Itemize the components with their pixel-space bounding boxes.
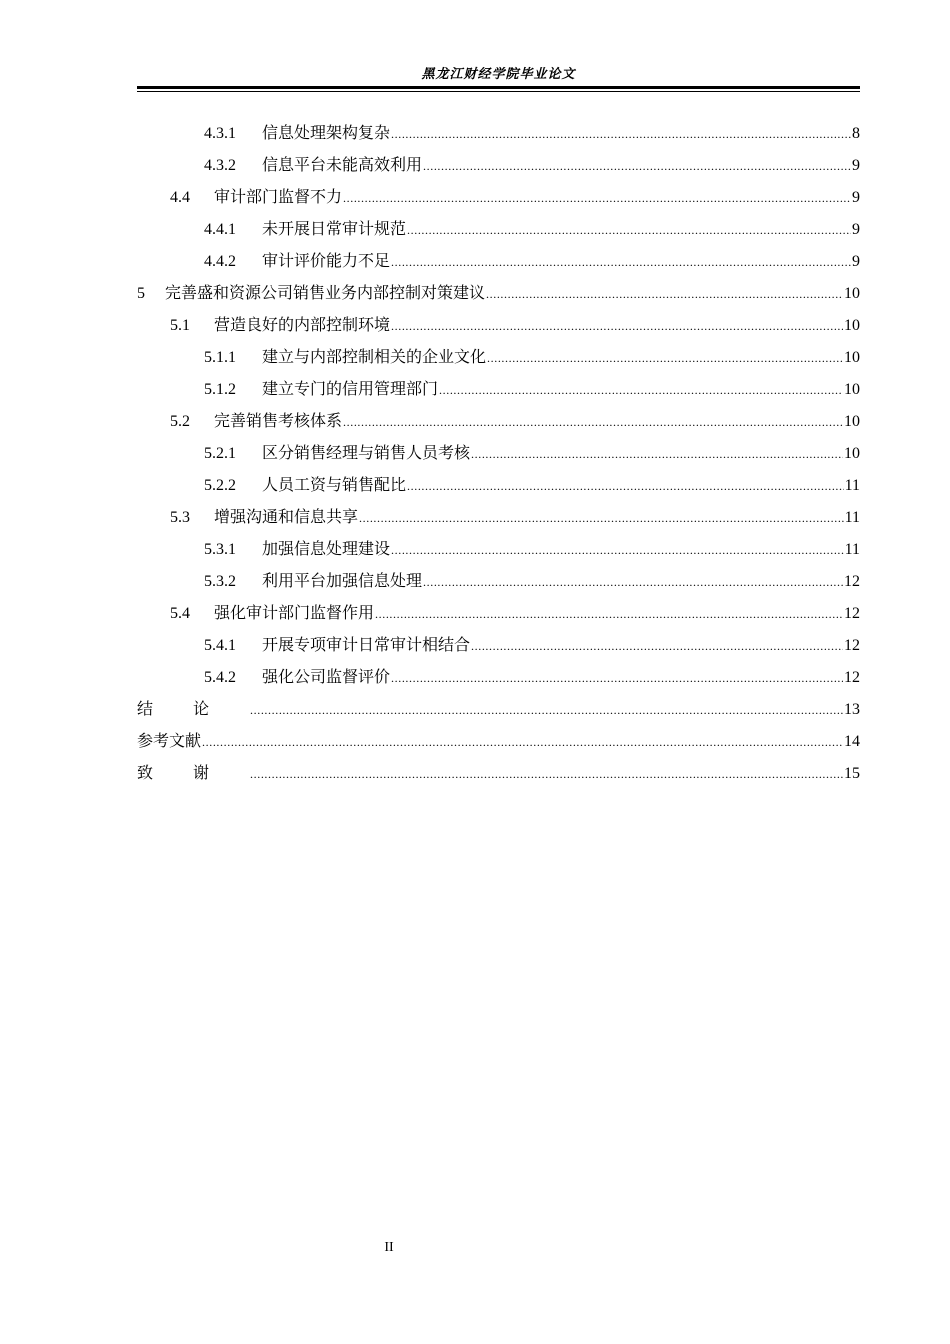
- toc-entry[interactable]: [137, 437, 860, 469]
- toc-entry-page: 10: [844, 445, 860, 462]
- toc-entry-title: 审计评价能力不足: [262, 251, 391, 270]
- toc-entry[interactable]: [137, 725, 860, 757]
- toc-entry-title: 强化公司监督评价: [262, 667, 391, 686]
- toc-entry-title: 致谢: [137, 763, 250, 782]
- toc-entry-page: 14: [844, 733, 860, 750]
- toc-entry-page: 11: [844, 477, 860, 494]
- toc-entry[interactable]: [137, 245, 860, 277]
- toc-leader-dots: [343, 182, 851, 214]
- toc-entry-page: 10: [844, 317, 860, 334]
- toc-entry[interactable]: [137, 693, 860, 725]
- toc-entry-title: 建立专门的信用管理部门: [262, 379, 439, 398]
- header-rule-thick: [137, 86, 860, 89]
- toc-entry-title: 完善销售考核体系: [214, 411, 343, 430]
- toc-entry-number: 5.3.1: [204, 541, 236, 558]
- toc-entry-number: 5.3.2: [204, 573, 236, 590]
- toc-entry-title: 信息平台未能高效利用: [262, 155, 423, 174]
- toc-entry-title: 利用平台加强信息处理: [262, 571, 423, 590]
- toc-entry-page: 10: [844, 413, 860, 430]
- toc-entry-number: 5.2: [170, 413, 190, 430]
- toc-entry-number: 5: [137, 285, 145, 302]
- toc-leader-dots: [471, 630, 843, 662]
- toc-entry-number: 5.1.2: [204, 381, 236, 398]
- toc-leader-dots: [202, 726, 843, 758]
- toc-entry-page: 9: [852, 253, 860, 270]
- toc-entry-title: 审计部门监督不力: [214, 187, 343, 206]
- toc-leader-dots: [391, 310, 843, 342]
- toc-entry-title: 人员工资与销售配比: [262, 475, 407, 494]
- toc-entry-page: 11: [844, 509, 860, 526]
- toc-entry[interactable]: [137, 309, 860, 341]
- toc-entry-number: 5.1: [170, 317, 190, 334]
- toc-entry-page: 9: [852, 189, 860, 206]
- toc-leader-dots: [423, 150, 851, 182]
- toc-leader-dots: [375, 598, 843, 630]
- toc-leader-dots: [471, 438, 843, 470]
- toc-entry-number: 5.2.1: [204, 445, 236, 462]
- toc-entry-number: 5.4.2: [204, 669, 236, 686]
- toc-entry-number: 5.4.1: [204, 637, 236, 654]
- toc-entry-title: 营造良好的内部控制环境: [214, 315, 391, 334]
- header-rule-thin: [137, 91, 860, 92]
- toc-entry[interactable]: [137, 341, 860, 373]
- toc-entry-page: 13: [844, 701, 860, 718]
- toc-entry[interactable]: [137, 501, 860, 533]
- toc-entry[interactable]: [137, 629, 860, 661]
- toc-entry[interactable]: [137, 277, 860, 309]
- toc-entry-page: 8: [852, 125, 860, 142]
- toc-entry-number: 5.4: [170, 605, 190, 622]
- toc-entry-number: 4.3.2: [204, 157, 236, 174]
- toc-entry[interactable]: [137, 405, 860, 437]
- toc-entry-number: 5.1.1: [204, 349, 236, 366]
- toc-entry-page: 10: [844, 349, 860, 366]
- toc-entry[interactable]: [137, 373, 860, 405]
- toc-entry-title: 增强沟通和信息共享: [214, 507, 359, 526]
- toc-entry[interactable]: [137, 533, 860, 565]
- toc-entry[interactable]: [137, 181, 860, 213]
- toc-entry-title: 加强信息处理建设: [262, 539, 391, 558]
- toc-entry-page: 10: [844, 381, 860, 398]
- toc-leader-dots: [439, 374, 843, 406]
- toc-entry[interactable]: [137, 149, 860, 181]
- toc-leader-dots: [423, 566, 843, 598]
- toc-leader-dots: [391, 246, 851, 278]
- toc-entry[interactable]: [137, 213, 860, 245]
- toc-leader-dots: [391, 662, 843, 694]
- toc-entry[interactable]: [137, 661, 860, 693]
- toc-leader-dots: [250, 694, 843, 726]
- toc-entry[interactable]: [137, 757, 860, 789]
- toc-entry[interactable]: [137, 117, 860, 149]
- toc-entry-page: 11: [844, 541, 860, 558]
- toc-entry[interactable]: [137, 597, 860, 629]
- toc-entry-page: 12: [844, 573, 860, 590]
- toc-entry-number: 4.4.1: [204, 221, 236, 238]
- toc-entry-number: 5.3: [170, 509, 190, 526]
- toc-entry-title: 区分销售经理与销售人员考核: [262, 443, 471, 462]
- toc-entry-title: 开展专项审计日常审计相结合: [262, 635, 471, 654]
- toc-entry-page: 9: [852, 157, 860, 174]
- toc-leader-dots: [391, 534, 844, 566]
- toc-entry-page: 10: [844, 285, 860, 302]
- toc-entry-title: 建立与内部控制相关的企业文化: [262, 347, 487, 366]
- toc-entry-number: 4.4: [170, 189, 190, 206]
- toc-entry[interactable]: [137, 469, 860, 501]
- page-number: II: [384, 1240, 394, 1255]
- toc-leader-dots: [391, 118, 851, 150]
- toc-entry-page: 12: [844, 669, 860, 686]
- toc-leader-dots: [487, 342, 843, 374]
- toc-entry-page: 12: [844, 637, 860, 654]
- toc-leader-dots: [250, 758, 843, 790]
- toc-leader-dots: [486, 278, 843, 310]
- toc-entry-page: 9: [852, 221, 860, 238]
- toc-leader-dots: [343, 406, 843, 438]
- toc-entry-title: 强化审计部门监督作用: [214, 603, 375, 622]
- toc-entry-title: 信息处理架构复杂: [262, 123, 391, 142]
- toc-leader-dots: [407, 214, 851, 246]
- toc-entry-number: 5.2.2: [204, 477, 236, 494]
- toc-entry-page: 12: [844, 605, 860, 622]
- toc-entry-number: 4.3.1: [204, 125, 236, 142]
- toc-entry-number: 4.4.2: [204, 253, 236, 270]
- toc-entry-page: 15: [844, 765, 860, 782]
- toc-entry-title: 未开展日常审计规范: [262, 219, 407, 238]
- toc-entry[interactable]: [137, 565, 860, 597]
- toc-leader-dots: [407, 470, 844, 502]
- table-of-contents: [137, 117, 860, 789]
- toc-entry-title: 参考文献: [137, 731, 202, 750]
- toc-entry-title: 完善盛和资源公司销售业务内部控制对策建议: [165, 283, 486, 302]
- toc-entry-title: 结论: [137, 699, 250, 718]
- toc-leader-dots: [359, 502, 844, 534]
- header-title: 黑龙江财经学院毕业论文: [421, 67, 576, 82]
